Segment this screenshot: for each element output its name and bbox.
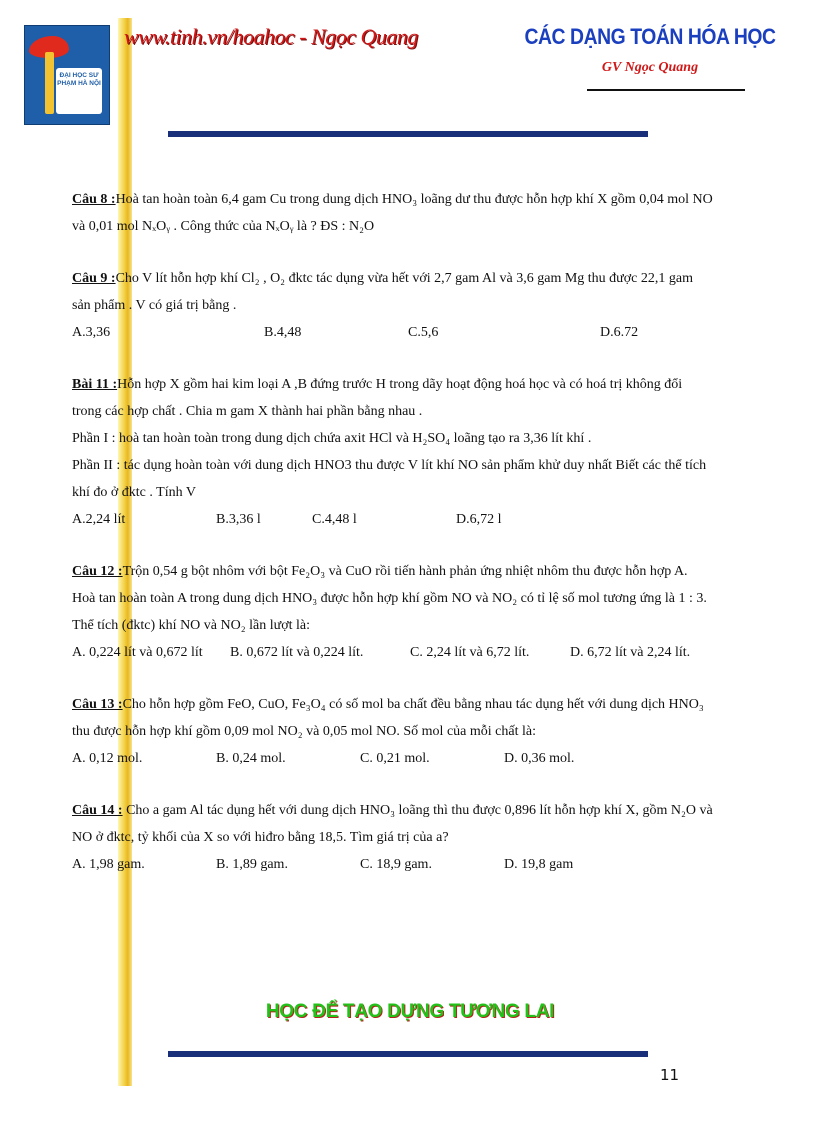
question-line: Hoà tan hoàn toàn 6,4 gam Cu trong dung dịch HNO₃ loãng dư thu được hỗn hợp khí X gồm 0,04 mol NO <box>115 192 713 207</box>
option-c: C.5,6 <box>408 325 439 340</box>
site-url-banner: www.tinh.vn/hoahoc - Ngọc Quang <box>124 24 418 49</box>
question-line: khí đo ở đktc . Tính V <box>72 485 196 500</box>
question-11 <box>72 371 744 533</box>
question-text <box>72 186 744 213</box>
option-d: D.6,72 l <box>456 512 502 527</box>
question-line: sản phẩm . V có giá trị bằng . <box>72 298 237 313</box>
question-label: Câu 9 : <box>72 271 116 286</box>
question-line: Thể tích (đktc) khí NO và NO₂ lần lượt là: <box>72 618 310 633</box>
option-a: A. 0,12 mol. <box>72 751 143 766</box>
option-b: B.3,36 l <box>216 512 261 527</box>
university-logo <box>24 25 110 125</box>
page-number: 11 <box>660 1066 680 1084</box>
answer-options <box>72 639 744 666</box>
question-line: trong các hợp chất . Chia m gam X thành hai phần bằng nhau . <box>72 404 423 419</box>
footer-slogan: HỌC ĐỂ TẠO DỰNG TƯƠNG LAI <box>265 1001 555 1022</box>
question-13 <box>72 691 744 772</box>
question-line: Cho V lít hỗn hợp khí Cl₂ , O₂ đktc tác dụng vừa hết với 2,7 gam Al và 3,6 gam Mg thu được 22,1 gam <box>115 271 693 286</box>
question-9 <box>72 265 744 346</box>
option-b: B. 0,24 mol. <box>216 751 286 766</box>
question-8 <box>72 186 744 240</box>
page-title: CÁC DẠNG TOÁN HÓA HỌC <box>524 24 776 49</box>
option-c: C. 0,21 mol. <box>360 751 430 766</box>
option-a: A.2,24 lít <box>72 512 126 527</box>
question-label: Câu 8 : <box>72 192 116 207</box>
option-a: A.3,36 <box>72 325 111 340</box>
option-b: B. 1,89 gam. <box>216 857 288 872</box>
option-d: D. 19,8 gam <box>504 857 574 872</box>
question-text <box>72 371 744 398</box>
question-text <box>72 265 744 292</box>
question-line: Hoà tan hoàn toàn A trong dung dịch HNO₃ được hỗn hợp khí gồm NO và NO₂ có tỉ lệ số mol tương ứng là 1 : 3. <box>72 591 707 606</box>
question-list <box>72 186 744 903</box>
question-line: Phần II : tác dụng hoàn toàn với dung dịch HNO3 thu được V lít khí NO sản phẩm khử duy nhất Biết các thể tích <box>72 458 707 473</box>
answer-options <box>72 319 744 346</box>
option-d: D. 6,72 lít và 2,24 lít. <box>570 645 691 660</box>
author-underline <box>587 89 745 91</box>
header-divider <box>168 131 648 137</box>
question-line: Phần I : hoà tan hoàn toàn trong dung dịch chứa axit HCl và H₂SO₄ loãng tạo ra 3,36 lít khí . <box>72 431 592 446</box>
question-14 <box>72 797 744 878</box>
author-name: GV Ngọc Quang <box>601 60 699 75</box>
option-d: D.6.72 <box>600 325 639 340</box>
question-label: Bài 11 : <box>72 377 118 392</box>
option-b: B. 0,672 lít và 0,224 lít. <box>230 645 364 660</box>
option-c: C.4,48 l <box>312 512 357 527</box>
option-d: D. 0,36 mol. <box>504 751 575 766</box>
footer-divider <box>168 1051 648 1057</box>
question-line: Trộn 0,54 g bột nhôm với bột Fe₂O₃ và CuO rồi tiến hành phản ứng nhiệt nhôm thu được hỗn hợp A. <box>122 564 688 579</box>
option-a: A. 1,98 gam. <box>72 857 145 872</box>
question-line: NO ở đktc, tỷ khối của X so với hiđro bằng 18,5. Tìm giá trị của a? <box>72 830 449 845</box>
answer-options <box>72 506 744 533</box>
question-label: Câu 13 : <box>72 697 123 712</box>
question-text <box>72 691 744 718</box>
question-text <box>72 558 744 585</box>
option-c: C. 18,9 gam. <box>360 857 432 872</box>
answer-options <box>72 745 744 772</box>
question-12 <box>72 558 744 666</box>
option-b: B.4,48 <box>264 325 302 340</box>
answer-options <box>72 851 744 878</box>
logo-text: ĐẠI HỌC SƯ PHẠM HÀ NỘI <box>57 72 101 87</box>
option-c: C. 2,24 lít và 6,72 lít. <box>410 645 530 660</box>
question-line: Cho hỗn hợp gồm FeO, CuO, Fe₃O₄ có số mol ba chất đều bằng nhau tác dụng hết với dung dịch HNO₃ <box>122 697 704 712</box>
question-line: Cho a gam Al tác dụng hết với dung dịch HNO₃ loãng thì thu được 0,896 lít hỗn hợp khí X, gồm N₂O và <box>122 803 713 818</box>
question-text <box>72 797 744 824</box>
question-line: và 0,01 mol NₓOᵧ . Công thức của NₓOᵧ là ? ĐS : N₂O <box>72 219 375 234</box>
question-label: Câu 12 : <box>72 564 123 579</box>
question-line: Hỗn hợp X gồm hai kim loại A ,B đứng trước H trong dãy hoạt động hoá học và có hoá trị không đổi <box>117 377 683 392</box>
question-label: Câu 14 : <box>72 803 123 818</box>
option-a: A. 0,224 lít và 0,672 lít <box>72 645 203 660</box>
torch-icon <box>45 52 54 114</box>
question-line: thu được hỗn hợp khí gồm 0,09 mol NO₂ và 0,05 mol NO. Số mol của mỗi chất là: <box>72 724 536 739</box>
